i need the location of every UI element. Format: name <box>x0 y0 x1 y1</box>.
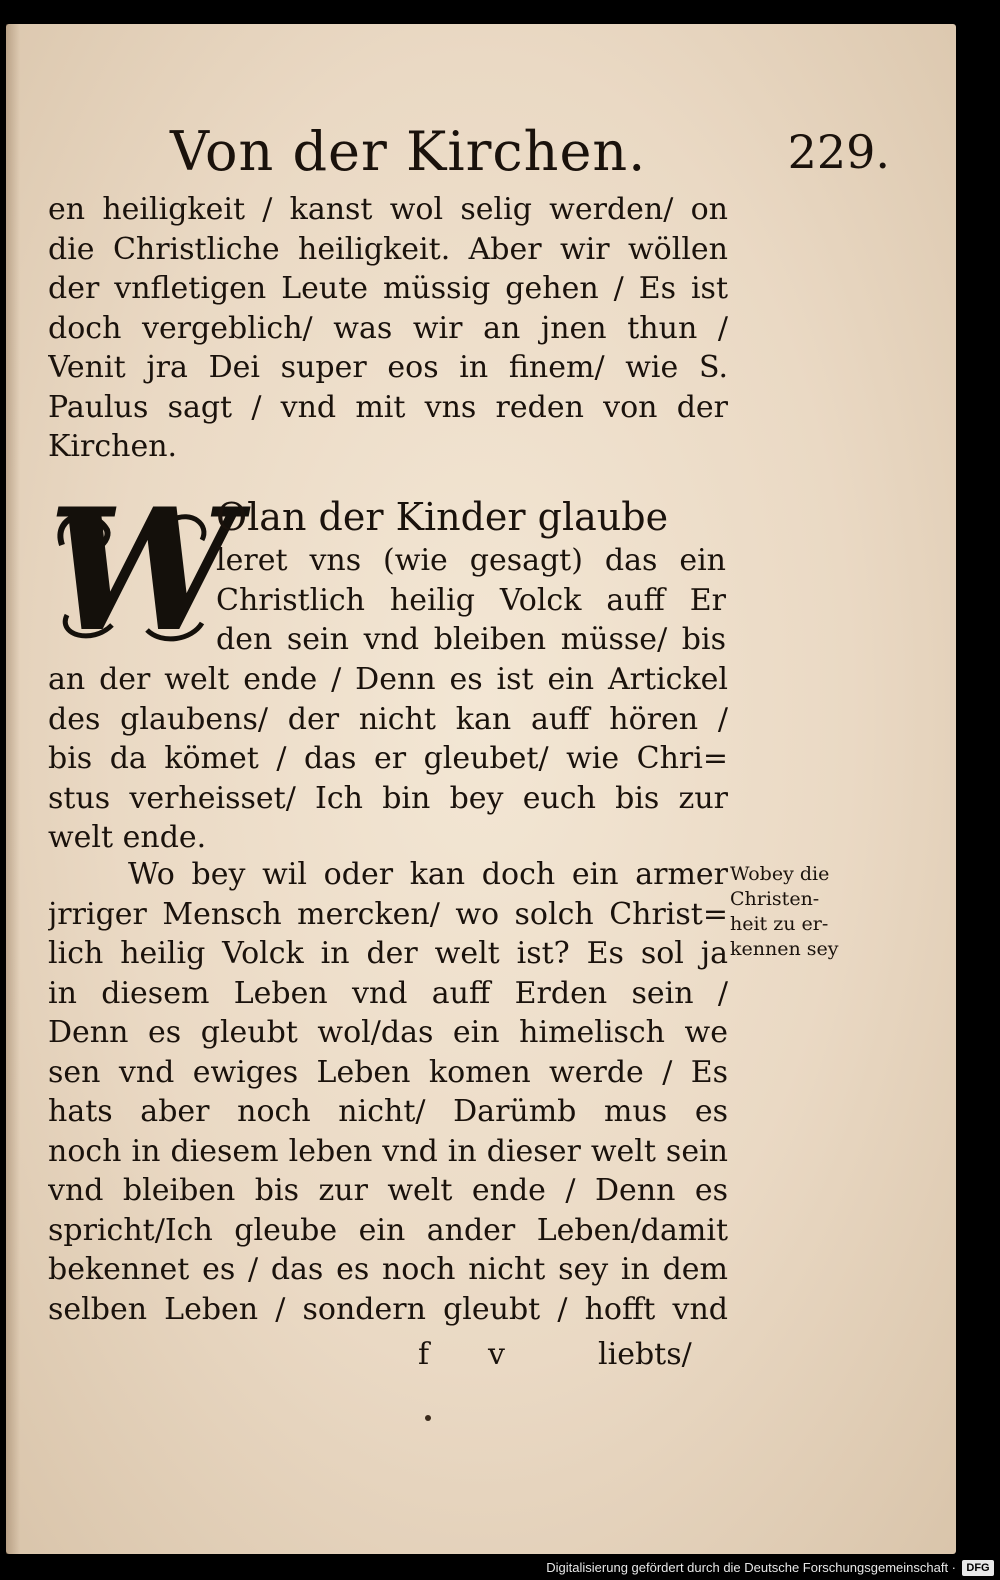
text-line: bis da kömet / das er gleubet/ wie Chri= <box>48 741 728 776</box>
text-line: leret vns (wie gesagt) das ein <box>216 543 726 578</box>
text-line: welt ende. <box>48 820 207 855</box>
full-width-lines <box>48 660 728 858</box>
funding-notice: Digitalisierung gefördert durch die Deutsche Forschungsgemeinschaft · <box>546 1560 956 1575</box>
text-line: stus verheisset/ Ich bin bey euch bis zur <box>48 780 728 816</box>
paragraph-2 <box>48 471 728 855</box>
decorated-initial: W <box>48 471 237 669</box>
text-line: des glaubens/ der nicht kan auff hören / <box>48 701 728 737</box>
signature-mark: f <box>418 1337 430 1372</box>
indented-lines <box>216 541 726 660</box>
text-line: vnd bleiben bis zur welt ende / Denn es <box>48 1173 728 1208</box>
signature-number: v <box>488 1337 505 1372</box>
text-line: selben Leben / sondern gleubt / hofft vnd <box>48 1291 728 1327</box>
text-line: en heiligkeit / kanst wol selig werden/ on <box>48 192 728 227</box>
text-line: doch vergeblich/ was wir an jnen thun / <box>48 310 728 346</box>
text-line: lich heilig Volck in der welt ist? Es sol ja <box>48 936 728 971</box>
text-line: an der welt ende / Denn es ist ein Artickel <box>48 662 728 697</box>
text-line: jrriger Mensch mercken/ wo solch Christ= <box>48 896 728 932</box>
marginal-note-line: heit zu er- <box>730 913 829 935</box>
text-line: in diesem Leben vnd auff Erden sein / <box>48 975 728 1011</box>
running-head: Von der Kirchen. <box>170 120 647 183</box>
text-line: spricht/Ich gleube ein ander Leben/damit <box>48 1212 728 1248</box>
text-line: Paulus sagt / vnd mit vns reden von der <box>48 389 728 425</box>
text-line: Venit jra Dei super eos in finem/ wie S. <box>48 350 728 385</box>
text-line: Christlich heilig Volck auff Er <box>216 582 726 618</box>
catchword: liebts/ <box>598 1337 692 1372</box>
page-gutter-shadow <box>6 24 20 1554</box>
text-line: bekennet es / das es noch nicht sey in dem <box>48 1252 728 1287</box>
text-line: der vnfletigen Leute müssig gehen / Es ist <box>48 271 728 306</box>
page-header <box>170 120 890 190</box>
text-line: Wo bey wil oder kan doch ein armer <box>128 857 728 892</box>
paragraph-3 <box>48 855 728 1329</box>
initial-line: Olan der Kinder glaube <box>216 495 669 539</box>
marginal-note-line: kennen sey <box>730 938 839 960</box>
paper-speck <box>425 1415 431 1421</box>
dfg-logo: DFG <box>962 1560 994 1576</box>
paragraph-1 <box>48 190 728 467</box>
text-line: Denn es gleubt wol/das ein himelisch we <box>48 1015 728 1050</box>
text-line: die Christliche heiligkeit. Aber wir wöllen <box>48 231 728 267</box>
marginal-note-line: Christen- <box>730 888 820 910</box>
text-line: hats aber noch nicht/ Darümb mus es <box>48 1094 728 1129</box>
text-line: sen vnd ewiges Leben komen werde / Es <box>48 1054 728 1090</box>
footer-bar <box>0 1556 1000 1580</box>
page-number: 229. <box>787 125 890 179</box>
text-line: Kirchen. <box>48 429 178 464</box>
text-line: noch in diesem leben vnd in dieser welt sein <box>48 1133 728 1169</box>
marginal-note-line: Wobey die <box>730 863 830 885</box>
signature-line <box>48 1335 728 1375</box>
show-through-bleed <box>786 524 936 704</box>
marginal-note <box>730 862 880 962</box>
text-line: den sein vnd bleiben müsse/ bis <box>216 622 726 657</box>
